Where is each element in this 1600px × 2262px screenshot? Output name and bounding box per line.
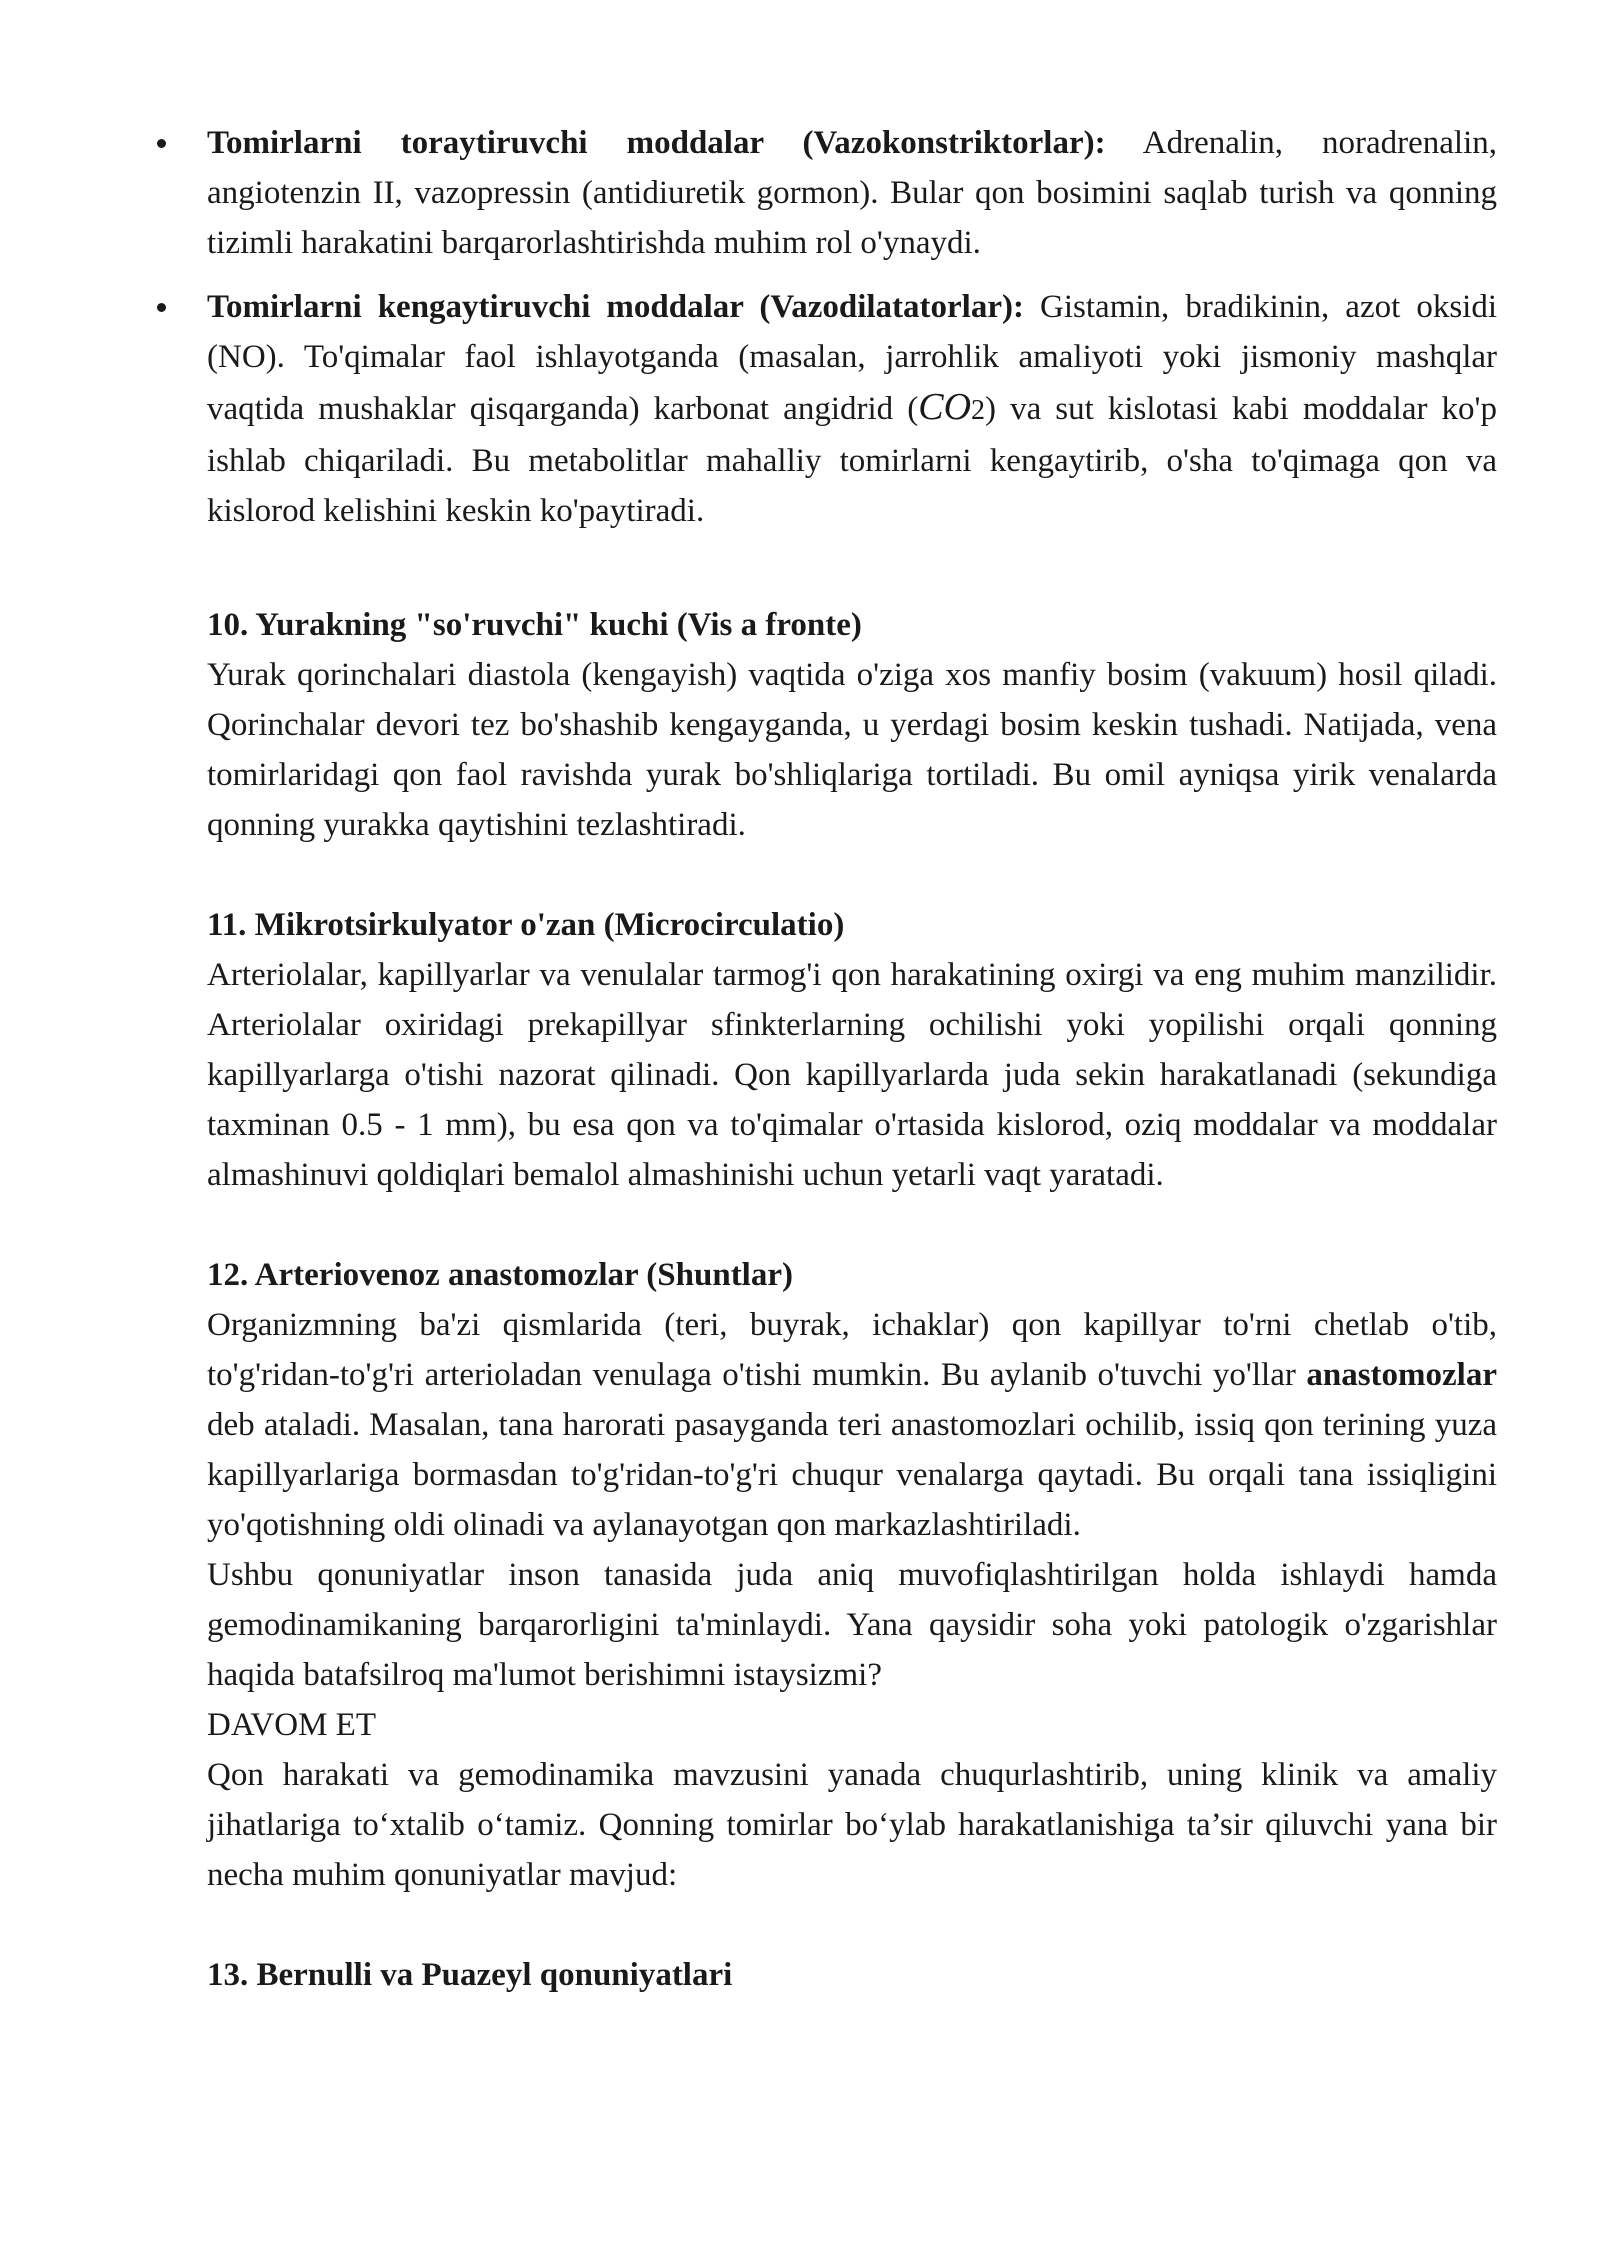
paragraph	[207, 118, 1497, 268]
section-body-text: Organizmning ba'zi qismlarida (teri, buyrak, ichaklar) qon kapillyar to'rni chetlab o'tib, to'g'ridan-to'g'ri arterioladan venulaga o'tishi mumkin. Bu aylanib o'tuvchi yo'llar	[207, 1307, 1497, 1393]
section-heading: 10. Yurakning "so'ruvchi" kuchi (Vis a fronte)	[207, 607, 862, 643]
vasoactive-list	[207, 118, 1497, 536]
section-heading: 13. Bernulli va Puazeyl qonuniyatlari	[207, 1957, 733, 1993]
list-item	[207, 118, 1497, 268]
bullet-title: Tomirlarni kengaytiruvchi moddalar (Vazodilatatorlar):	[207, 289, 1024, 325]
section-body-text: deb ataladi. Masalan, tana harorati pasayganda teri anastomozlari ochilib, issiq qon terining yuza kapillyarlariga bormasdan to'g'ridan-to'g'ri chuqur venalarga qaytadi. Bu orqali tana issiqligini yo'qotishning oldi olinadi va aylanayotgan qon markazlashtiriladi.	[207, 1407, 1497, 1543]
co2-subscript: 2	[971, 395, 986, 426]
spacer	[207, 850, 1497, 900]
bullet-text-continued: ) va sut kislotasi kabi moddalar ko'p ishlab chiqariladi. Bu metabolitlar mahalliy tomirlarni kengaytirib, o'sha to'qimaga qon va kislorod kelishini keskin ko'paytiradi.	[207, 391, 1497, 529]
davom-et-line: DAVOM ET	[207, 1707, 376, 1743]
closing-paragraph: Ushbu qonuniyatlar inson tanasida juda aniq muvofiqlashtirilgan holda ishlaydi hamda gemodinamikaning barqarorligini ta'minlaydi. Yana qaysidir soha yoki patologik o'zgarishlar haqida batafsilroq ma'lumot berishimni istaysizmi?	[207, 1557, 1497, 1693]
co2-formula: CO	[918, 386, 972, 428]
spacer	[207, 1200, 1497, 1250]
spacer	[207, 1900, 1497, 1950]
bullet-title: Tomirlarni toraytiruvchi moddalar (Vazokonstriktorlar):	[207, 125, 1106, 161]
section-body: Arteriolalar, kapillyarlar va venulalar tarmog'i qon harakatining oxirgi va eng muhim manzilidir. Arteriolalar oxiridagi prekapillyar sfinkterlarning ochilishi yoki yopilishi orqali qonning kapillyarlarga o'tishi nazorat qilinadi. Qon kapillyarlarda juda sekin harakatlanadi (sekundiga taxminan 0.5 - 1 mm), bu esa qon va to'qimalar o'rtasida kislorod, oziq moddalar va moddalar almashinuvi qoldiqlari bemalol almashinishi uchun yetarli vaqt yaratadi.	[207, 957, 1497, 1193]
spacer	[207, 550, 1497, 600]
list-item	[207, 282, 1497, 536]
bullet-text: Gistamin, bradikinin, azot oksidi (NO). To'qimalar faol ishlayotganda (masalan, jarrohlik amaliyoti yoki jismoniy mashqlar vaqtida mushaklar qisqarganda) karbonat angidrid (	[207, 289, 1498, 427]
section-heading: 11. Mikrotsirkulyator o'zan (Microcirculatio)	[207, 907, 845, 943]
bullet-icon	[157, 139, 166, 148]
document-page	[207, 118, 1497, 2000]
term-anastomozlar: anastomozlar	[1306, 1357, 1497, 1393]
section-body: Yurak qorinchalari diastola (kengayish) vaqtida o'ziga xos manfiy bosim (vakuum) hosil qiladi. Qorinchalar devori tez bo'shashib kengayganda, u yerdagi bosim keskin tushadi. Natijada, vena tomirlaridagi qon faol ravishda yurak bo'shliqlariga tortiladi. Bu omil ayniqsa yirik venalarda qonning yurakka qaytishini tezlashtiradi.	[207, 657, 1497, 843]
section-body	[207, 1300, 1497, 1550]
paragraph	[207, 282, 1497, 536]
continuation-paragraph: Qon harakati va gemodinamika mavzusini yanada chuqurlashtirib, uning klinik va amaliy jihatlariga to‘xtalib o‘tamiz. Qonning tomirlar bo‘ylab harakatlanishiga ta’sir qiluvchi yana bir necha muhim qonuniyatlar mavjud:	[207, 1757, 1497, 1893]
section-heading: 12. Arteriovenoz anastomozlar (Shuntlar)	[207, 1257, 793, 1293]
bullet-text: Adrenalin, noradrenalin, angiotenzin II, vazopressin (antidiuretik gormon). Bular qon bosimini saqlab turish va qonning tizimli harakatini barqarorlashtirishda muhim rol o'ynaydi.	[207, 125, 1497, 261]
bullet-icon	[157, 303, 166, 312]
